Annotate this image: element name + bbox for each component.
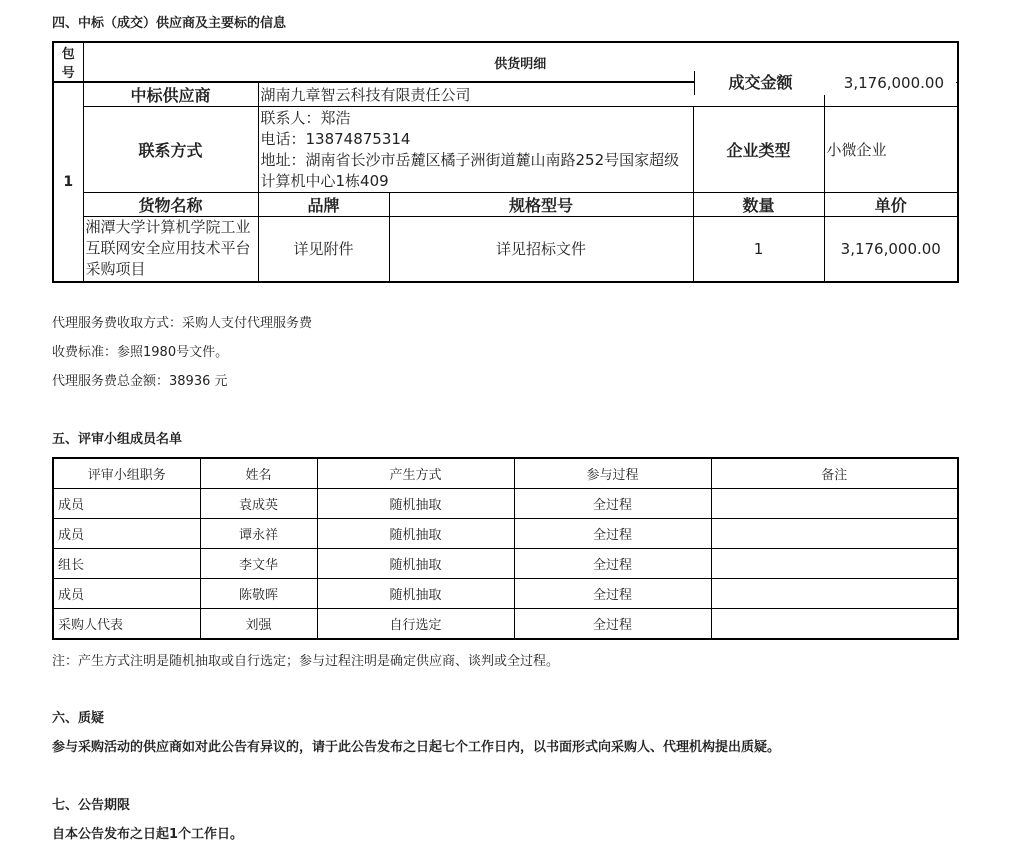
winning-supplier-name: 湖南九章智云科技有限责任公司: [258, 82, 824, 107]
member-note: [711, 519, 958, 549]
review-panel-table: [52, 457, 959, 640]
member-method: 随机抽取: [317, 519, 514, 549]
member-method: 随机抽取: [317, 549, 514, 579]
member-role: 成员: [53, 489, 200, 519]
member-name: 陈敬晖: [200, 579, 317, 609]
header-unit-price: 单价: [824, 193, 958, 217]
review-footnote: 注：产生方式注明是随机抽取或自行选定；参与过程注明是确定供应商、谈判或全过程。: [52, 654, 560, 669]
contact-address: 地址：湖南省长沙市岳麓区橘子洲街道麓山南路252号国家超级计算机中心1栋409: [260, 150, 680, 190]
package-number: 1: [53, 82, 83, 282]
table-row: [53, 609, 958, 640]
member-name: 谭永祥: [200, 519, 317, 549]
member-role: 组长: [53, 549, 200, 579]
member-role: 成员: [53, 519, 200, 549]
member-process: 全过程: [514, 549, 711, 579]
goods-spec: 详见招标文件: [389, 217, 693, 282]
fee-standard: 收费标准：参照1980号文件。: [52, 345, 229, 360]
header-name: 姓名: [200, 458, 317, 489]
label-deal-amount: 成交金额: [694, 71, 827, 95]
member-name: 刘强: [200, 609, 317, 640]
table-row: [53, 519, 958, 549]
header-spec: 规格型号: [389, 193, 693, 217]
member-name: 袁成英: [200, 489, 317, 519]
member-note: [711, 489, 958, 519]
deal-amount-value: 3,176,000.00: [826, 71, 956, 95]
header-role: 评审小组职务: [53, 458, 200, 489]
table-row: [53, 549, 958, 579]
header-selection-method: 产生方式: [317, 458, 514, 489]
member-method: 随机抽取: [317, 579, 514, 609]
member-note: [711, 549, 958, 579]
member-process: 全过程: [514, 519, 711, 549]
fee-total: 代理服务费总金额：38936 元: [52, 374, 228, 389]
table-row: [53, 489, 958, 519]
header-participation: 参与过程: [514, 458, 711, 489]
label-contact: 联系方式: [83, 107, 258, 193]
goods-brand: 详见附件: [258, 217, 389, 282]
member-name: 李文华: [200, 549, 317, 579]
table-row: [53, 579, 958, 609]
section-4-title: 四、中标（成交）供应商及主要标的信息: [52, 16, 287, 31]
member-process: 全过程: [514, 609, 711, 640]
member-role: 采购人代表: [53, 609, 200, 640]
member-process: 全过程: [514, 579, 711, 609]
goods-name: 湘潭大学计算机学院工业互联网安全应用技术平台采购项目: [83, 217, 258, 282]
member-note: [711, 579, 958, 609]
contact-person: 联系人：郑浩: [260, 108, 351, 127]
member-process: 全过程: [514, 489, 711, 519]
member-method: 自行选定: [317, 609, 514, 640]
review-header-row: [53, 458, 958, 489]
goods-quantity: 1: [693, 217, 824, 282]
contact-phone: 电话：13874875314: [260, 129, 411, 148]
header-package-no: 包号: [53, 42, 83, 82]
section-6-title: 六、质疑: [52, 711, 105, 726]
fee-method: 代理服务费收取方式：采购人支付代理服务费: [52, 316, 313, 331]
section-5-title: 五、评审小组成员名单: [52, 432, 183, 447]
header-quantity: 数量: [693, 193, 824, 217]
section-7-title: 七、公告期限: [52, 798, 131, 813]
member-method: 随机抽取: [317, 489, 514, 519]
member-note: [711, 609, 958, 640]
header-supply-detail: 供货明细: [83, 42, 958, 82]
label-enterprise-type: 企业类型: [693, 107, 824, 193]
contact-info: [258, 107, 693, 193]
objection-text: 参与采购活动的供应商如对此公告有异议的，请于此公告发布之日起七个工作日内，以书面形式向采购人、代理机构提出质疑。: [52, 740, 781, 755]
member-role: 成员: [53, 579, 200, 609]
header-brand: 品牌: [258, 193, 389, 217]
goods-unit-price: 3,176,000.00: [824, 217, 958, 282]
enterprise-type-value: 小微企业: [824, 107, 958, 193]
header-remarks: 备注: [711, 458, 958, 489]
header-goods-name: 货物名称: [83, 193, 258, 217]
label-winning-supplier: 中标供应商: [83, 82, 258, 107]
notice-period-text: 自本公告发布之日起1个工作日。: [52, 827, 244, 842]
